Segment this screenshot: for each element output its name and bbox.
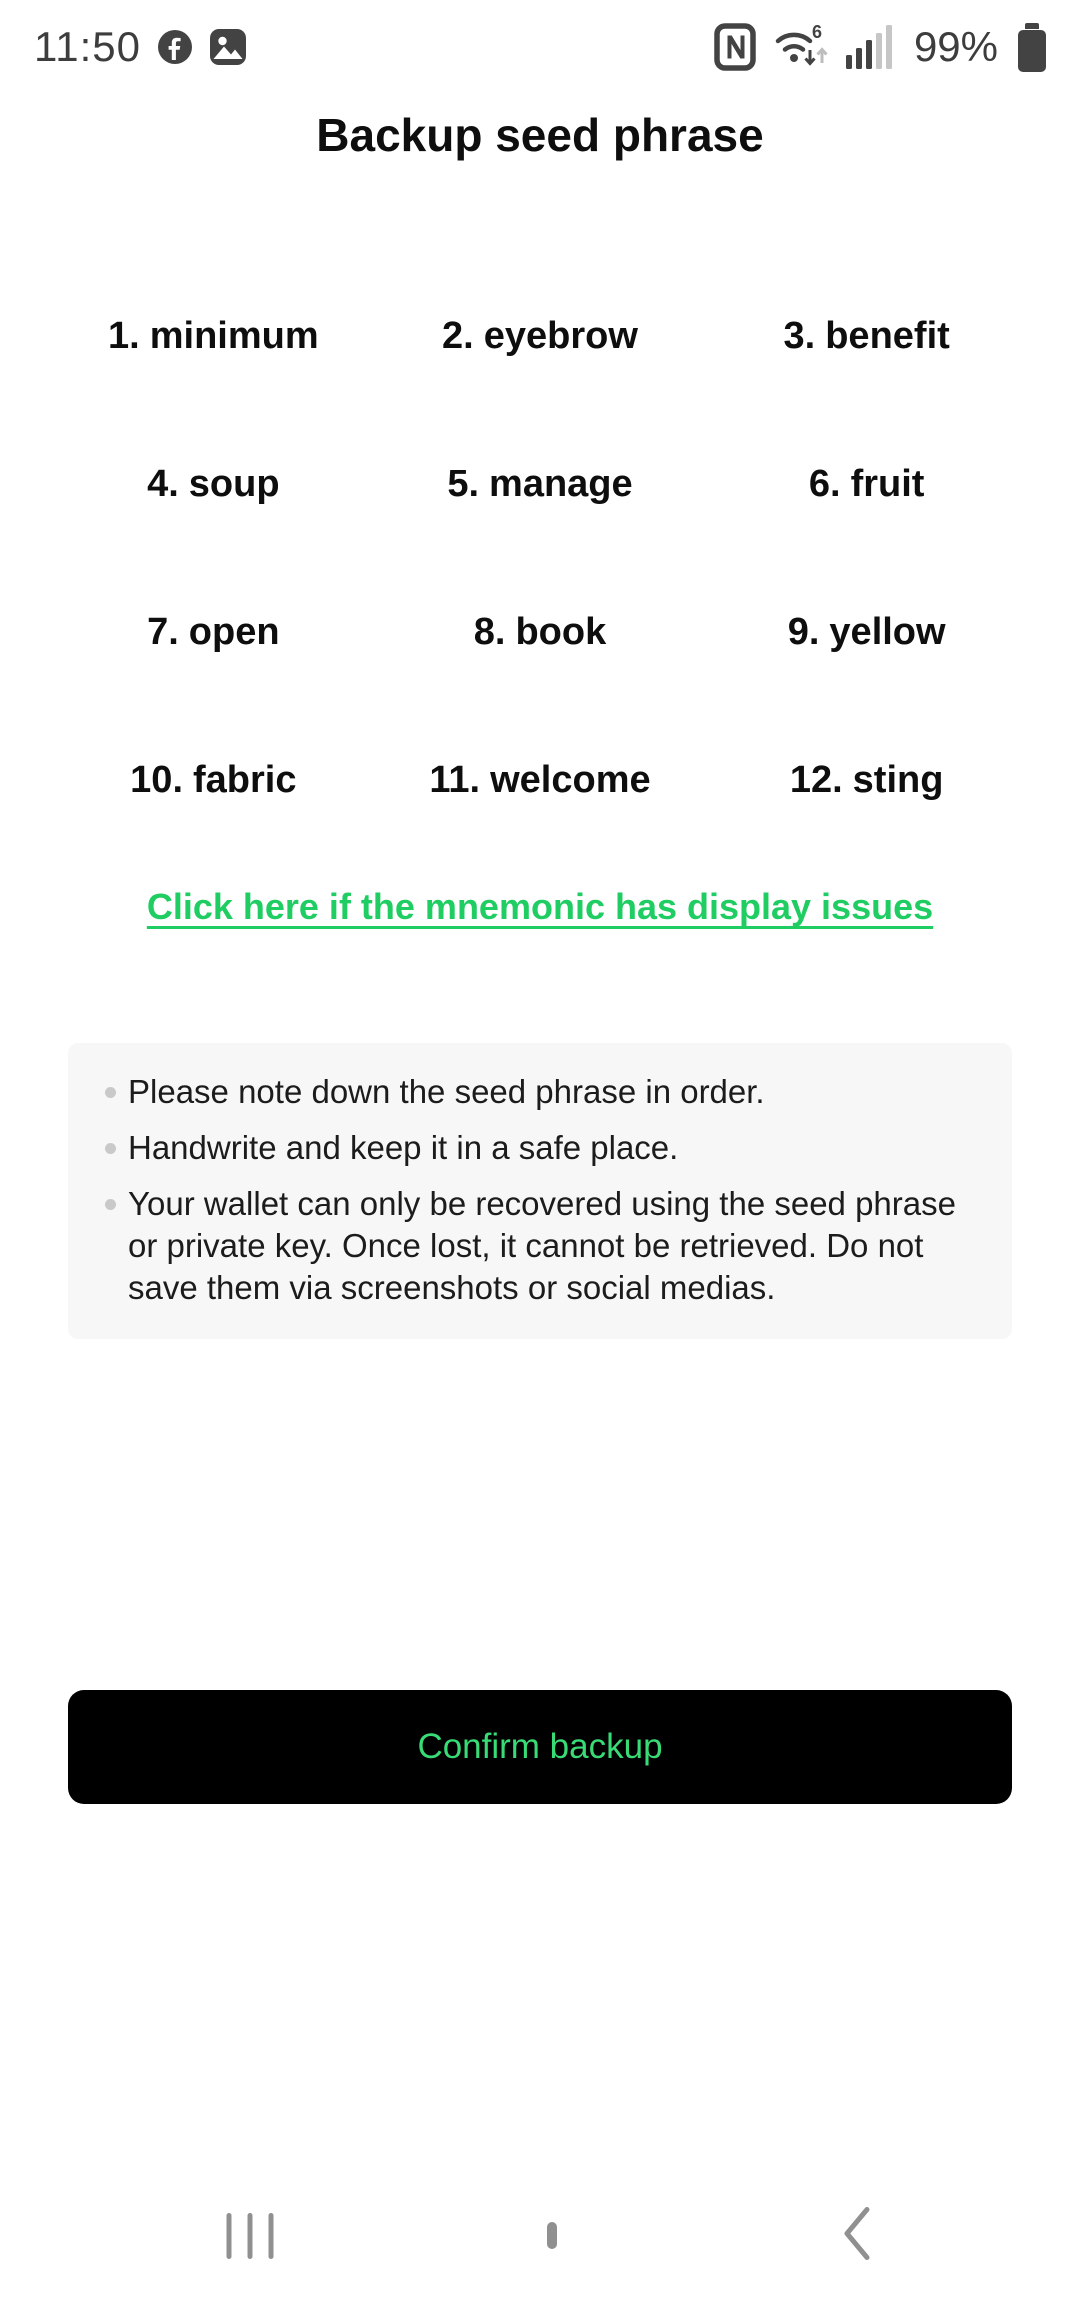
gallery-icon	[209, 28, 247, 66]
mnemonic-word-1: 1. minimum	[108, 314, 319, 357]
page-title: Backup seed phrase	[316, 109, 764, 161]
mnemonic-word-11: 11. welcome	[429, 758, 651, 801]
mnemonic-word-7: 7. open	[147, 610, 280, 653]
signal-strength-icon	[846, 25, 892, 69]
note-item	[95, 1183, 982, 1309]
facebook-icon	[157, 29, 193, 65]
battery-percent: 99%	[913, 23, 998, 70]
mnemonic-word-8: 8. book	[473, 610, 607, 653]
bullet-dot-icon	[105, 1143, 116, 1154]
mnemonic-word-10: 10. fabric	[130, 758, 297, 801]
bullet-dot-icon	[105, 1199, 116, 1210]
note-text: Your wallet can only be recovered using the seed phrase or private key. Once lost, it cannot be retrieved. Do not save them via screenshots or social medias.	[128, 1185, 956, 1306]
mnemonic-word-2: 2. eyebrow	[442, 314, 638, 357]
mnemonic-display-issue-link[interactable]: Click here if the mnemonic has display issues	[146, 886, 934, 927]
note-item	[95, 1071, 982, 1113]
nfc-icon	[714, 23, 756, 71]
note-text: Handwrite and keep it in a safe place.	[128, 1129, 679, 1166]
wifi6-icon	[772, 22, 830, 72]
status-bar-right	[714, 22, 1046, 72]
status-bar-left	[34, 23, 247, 71]
mnemonic-word-5: 5. manage	[447, 462, 633, 505]
note-item	[95, 1127, 982, 1169]
confirm-backup-button[interactable]: Confirm backup	[68, 1690, 1012, 1804]
home-icon[interactable]	[547, 2227, 557, 2245]
status-time: 11:50	[34, 23, 141, 70]
back-icon[interactable]	[839, 2204, 873, 2269]
mnemonic-word-3: 3. benefit	[783, 314, 950, 357]
mnemonic-word-12: 12. sting	[789, 758, 944, 801]
note-text: Please note down the seed phrase in order.	[128, 1073, 765, 1110]
bullet-dot-icon	[105, 1087, 116, 1098]
notes-list	[95, 1071, 982, 1309]
notes-panel	[68, 1043, 1012, 1339]
status-bar	[0, 0, 1080, 94]
recents-icon[interactable]	[227, 2213, 274, 2259]
battery-icon	[1018, 23, 1046, 72]
svg-text:6: 6	[811, 22, 822, 42]
mnemonic-word-9: 9. yellow	[787, 610, 946, 653]
android-nav-bar	[0, 2156, 1080, 2316]
mnemonic-grid	[0, 262, 1080, 854]
mnemonic-word-4: 4. soup	[147, 462, 280, 505]
mnemonic-word-6: 6. fruit	[808, 462, 925, 505]
